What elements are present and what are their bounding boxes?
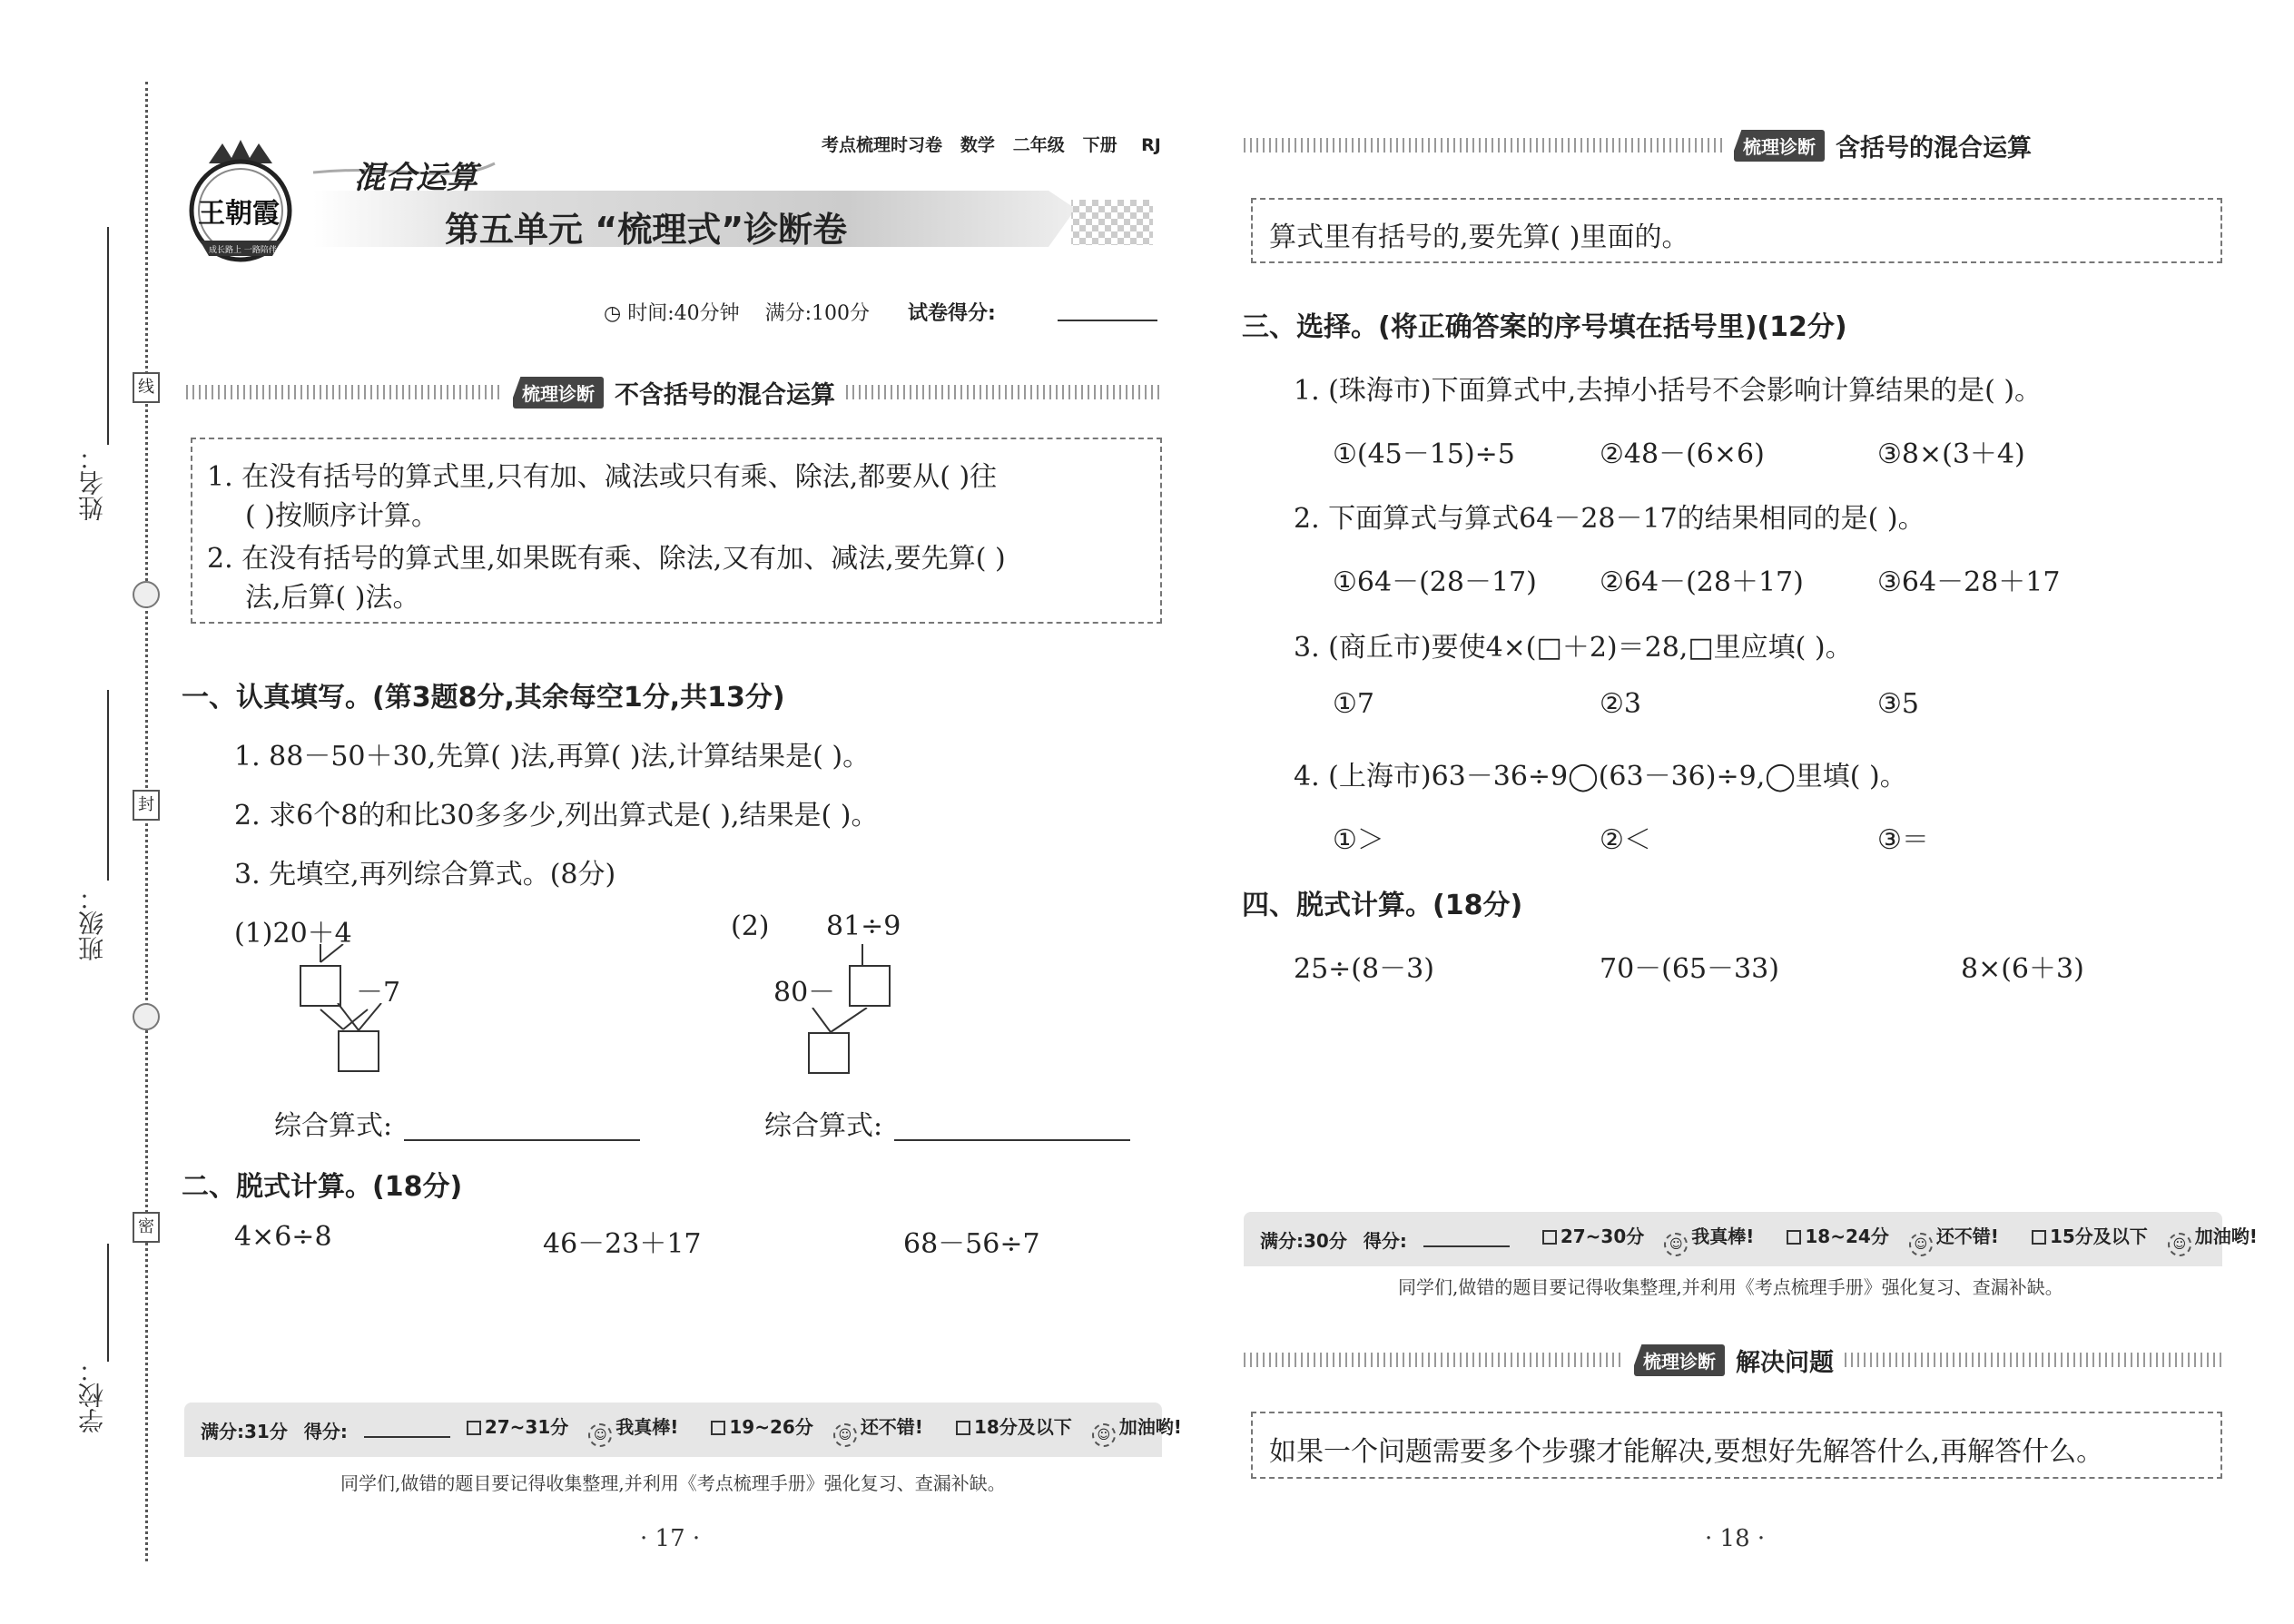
- option[interactable]: ②48－(6×6): [1600, 438, 1765, 470]
- section-header-with-brackets: [1244, 127, 2224, 163]
- checkbox[interactable]: [2032, 1230, 2046, 1245]
- calc-expression: 46－23＋17: [543, 1228, 702, 1260]
- mark-line: 线: [133, 372, 160, 403]
- rule-line: 法,后算( )法。: [245, 582, 420, 614]
- answer-box[interactable]: [849, 965, 891, 1007]
- rule-line: 算式里有括号的,要先算( )里面的。: [1269, 221, 1689, 253]
- footnote: 同学们,做错的题目要记得收集整理,并利用《考点梳理手册》强化复习、查漏补缺。: [340, 1472, 1006, 1494]
- rating-good: 18~24分 ☺ 还不错!: [1787, 1222, 2015, 1256]
- diagram2-expression: 81÷9: [826, 910, 901, 942]
- grade: 二年级: [1012, 135, 1065, 155]
- option[interactable]: ③64－28＋17: [1877, 566, 2061, 598]
- diagram1-operation: －7: [356, 977, 401, 1009]
- class-line: [107, 690, 109, 881]
- calc-expression: 25÷(8－3): [1294, 953, 1434, 985]
- got-score: [1364, 1226, 1526, 1253]
- option[interactable]: ③5: [1877, 688, 1919, 720]
- name-label: 姓名：: [77, 445, 107, 521]
- diagram1-expression: (1)20＋4: [234, 918, 352, 950]
- calc-expression: 4×6÷8: [234, 1221, 332, 1253]
- rating-excellent: 27~31分 ☺ 我真棒!: [467, 1412, 695, 1447]
- binding-dotted-line: [145, 82, 148, 1561]
- diagram2-number: (2): [731, 910, 770, 942]
- choice-question: 2. 下面算式与算式64－28－17的结果相同的是( )。: [1294, 503, 1925, 535]
- choice-question: 1. (珠海市)下面算式中,去掉小括号不会影响计算结果的是( )。: [1294, 375, 2043, 407]
- diagram2-operation: 80－: [773, 977, 836, 1009]
- binding-knot: [133, 581, 160, 608]
- rating-keep-going: 15分及以下 ☺ 加油哟!: [2032, 1222, 2274, 1256]
- rule-line: ( )按顺序计算。: [245, 500, 438, 532]
- got-score: [304, 1417, 450, 1443]
- part2-title: 二、脱式计算。(18分): [182, 1171, 463, 1203]
- option[interactable]: ③＝: [1877, 824, 1929, 856]
- option[interactable]: ①＞: [1333, 824, 1384, 856]
- section-badge: 梳理诊断: [1634, 1344, 1725, 1376]
- topic-label: 混合运算: [354, 160, 478, 196]
- calc-expression: 70－(65－33): [1600, 953, 1779, 985]
- mark-dense: 密: [133, 1212, 160, 1243]
- smile-face-icon: ☺: [588, 1423, 612, 1447]
- brand-name: 王朝霞: [198, 198, 280, 230]
- series-info: [822, 132, 1161, 156]
- option[interactable]: ①64－(28－17): [1333, 566, 1537, 598]
- exam-info: [604, 298, 996, 326]
- answer-box[interactable]: [808, 1032, 850, 1074]
- section-title: 不含括号的混合运算: [615, 380, 835, 409]
- checkbox[interactable]: [956, 1421, 970, 1435]
- name-line: [107, 227, 109, 445]
- got-label: 得分:: [303, 1420, 348, 1442]
- option[interactable]: ①7: [1333, 688, 1374, 720]
- section-badge: 梳理诊断: [513, 377, 604, 408]
- brand-slogan: 成长路上 一路陪伴: [209, 246, 277, 255]
- smile-face-icon: ☺: [833, 1423, 857, 1447]
- smile-face-icon: ☺: [2168, 1233, 2191, 1256]
- school-line: [107, 1244, 109, 1362]
- page-number: · 17 ·: [640, 1525, 701, 1552]
- rule-line: 2. 在没有括号的算式里,如果既有乘、除法,又有加、减法,要先算( ): [207, 543, 1006, 575]
- series-name: 考点梳理时习卷: [822, 135, 943, 155]
- part4-title: 四、脱式计算。(18分): [1242, 890, 1523, 921]
- question-1-3: 3. 先填空,再列综合算式。(8分): [234, 859, 616, 891]
- full-score: 满分:30分: [1260, 1229, 1347, 1252]
- time-limit: 时间:40分钟: [627, 302, 740, 325]
- section-header-problem-solving: [1244, 1342, 2224, 1378]
- binding-knot: [133, 1003, 160, 1030]
- checkbox[interactable]: [467, 1421, 481, 1435]
- class-label: 班级：: [77, 885, 107, 961]
- smile-face-icon: ☺: [1664, 1233, 1688, 1256]
- checkbox[interactable]: [1787, 1230, 1801, 1245]
- diagram2-connector-lower: [808, 1008, 881, 1035]
- brand-logo: [182, 136, 300, 263]
- smile-face-icon: ☺: [1092, 1423, 1116, 1447]
- formula-label: 综合算式:: [274, 1110, 393, 1142]
- footnote: 同学们,做错的题目要记得收集整理,并利用《考点梳理手册》强化复习、查漏补缺。: [1398, 1276, 2063, 1298]
- mark-seal: 封: [133, 790, 160, 821]
- subject: 数学: [960, 135, 995, 155]
- score-label: 试卷得分:: [907, 302, 996, 325]
- option[interactable]: ②3: [1600, 688, 1641, 720]
- answer-box[interactable]: [338, 1030, 379, 1072]
- answer-box[interactable]: [300, 965, 341, 1007]
- question-1-2: 2. 求6个8的和比30多多少,列出算式是( ),结果是( )。: [234, 800, 879, 832]
- section-title: 解决问题: [1736, 1348, 1834, 1377]
- page-number: · 18 ·: [1705, 1525, 1766, 1552]
- section-title: 含括号的混合运算: [1836, 133, 2032, 162]
- question-1-1: 1. 88－50＋30,先算( )法,再算( )法,计算结果是( )。: [234, 741, 871, 773]
- clock-icon: ◷: [604, 302, 622, 325]
- option[interactable]: ②＜: [1600, 824, 1651, 856]
- rating-good: 19~26分 ☺ 还不错!: [711, 1412, 940, 1447]
- part1-title: 一、认真填写。(第3题8分,其余每空1分,共13分): [182, 682, 785, 714]
- option[interactable]: ③8×(3＋4): [1877, 438, 2025, 470]
- smile-face-icon: ☺: [1909, 1233, 1933, 1256]
- diagram2-connector: [835, 944, 890, 967]
- formula-blank[interactable]: [894, 1139, 1130, 1141]
- got-label: 得分:: [1363, 1229, 1407, 1252]
- volume: 下册: [1082, 135, 1117, 155]
- section-header-no-brackets: [186, 374, 1162, 410]
- diagram1-connector-lower: [336, 1003, 390, 1032]
- option[interactable]: ①(45－15)÷5: [1333, 438, 1515, 470]
- checkbox[interactable]: [1542, 1230, 1557, 1245]
- section-badge: 梳理诊断: [1734, 130, 1825, 162]
- page-title: 第五单元 “梳理式”诊断卷: [445, 210, 848, 250]
- choice-question: 4. (上海市)63－36÷9◯(63－36)÷9,◯里填( )。: [1294, 761, 1907, 792]
- score-blank[interactable]: [1058, 320, 1157, 321]
- formula-label: 综合算式:: [764, 1110, 883, 1142]
- score-bar-right: [1244, 1212, 2258, 1266]
- rating-keep-going: 18分及以下 ☺ 加油哟!: [956, 1412, 1198, 1447]
- choice-question: 3. (商丘市)要使4×(□＋2)＝28,□里应填( )。: [1294, 632, 1853, 664]
- score-bar-left: [184, 1403, 1182, 1457]
- rating-excellent: 27~30分 ☺ 我真棒!: [1542, 1222, 1771, 1256]
- school-label: 学校：: [77, 1357, 107, 1433]
- rule-line: 如果一个问题需要多个步骤才能解决,要想好先解答什么,再解答什么。: [1269, 1436, 2104, 1468]
- formula-blank[interactable]: [404, 1139, 640, 1141]
- full-marks: 满分:100分: [764, 302, 871, 325]
- calc-expression: 8×(6＋3): [1961, 953, 2084, 985]
- edition: RJ: [1141, 135, 1161, 155]
- rule-line: 1. 在没有括号的算式里,只有加、减法或只有乘、除法,都要从( )往: [207, 461, 998, 493]
- full-score: 满分:31分: [201, 1420, 288, 1442]
- option[interactable]: ②64－(28＋17): [1600, 566, 1804, 598]
- checkbox[interactable]: [711, 1421, 725, 1435]
- part3-title: 三、选择。(将正确答案的序号填在括号里)(12分): [1242, 311, 1847, 343]
- calc-expression: 68－56÷7: [903, 1228, 1040, 1260]
